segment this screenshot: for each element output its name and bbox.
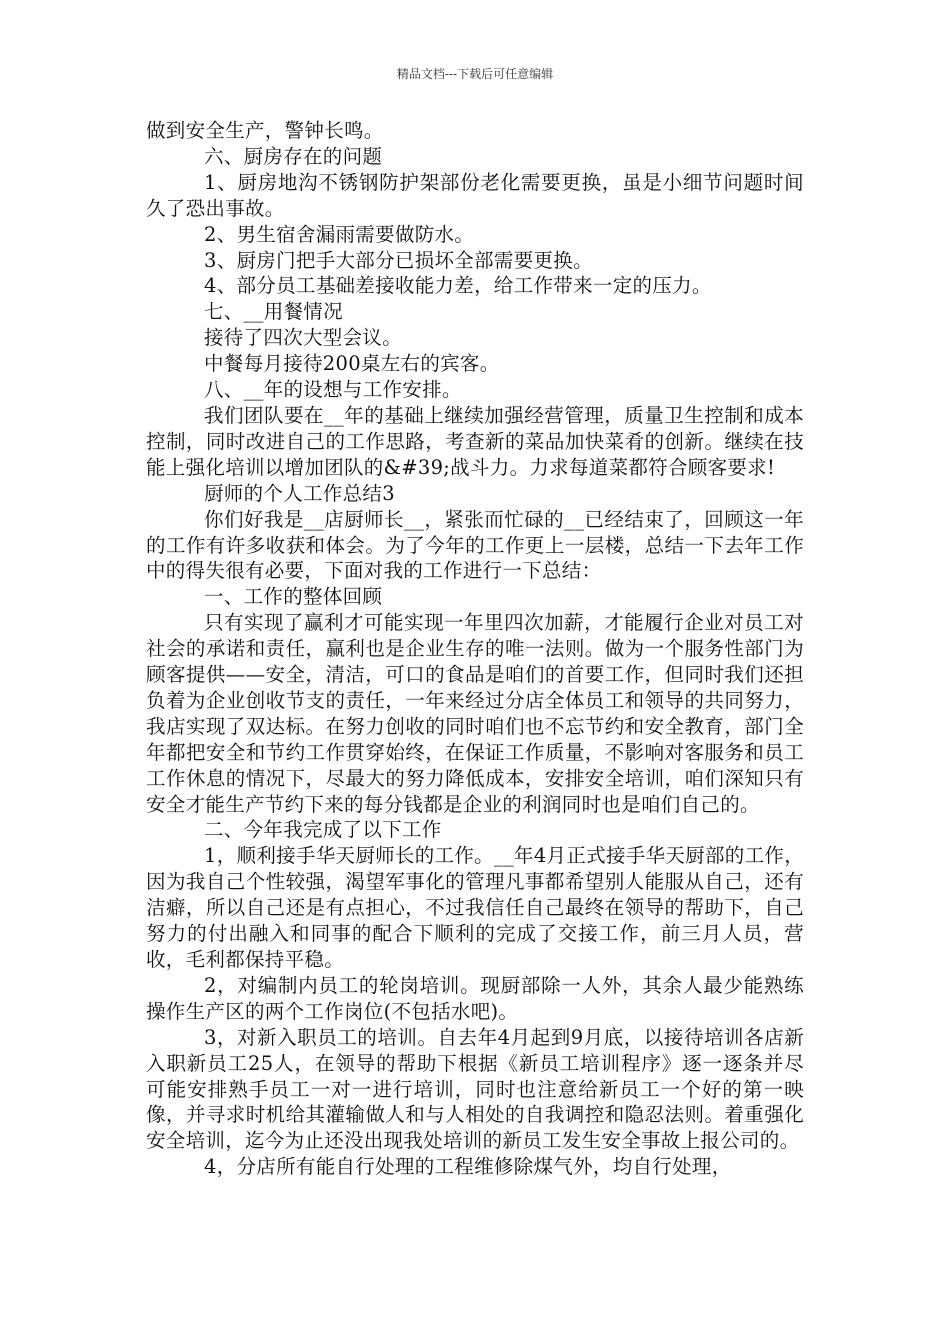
paragraph: 2，对编制内员工的轮岗培训。现厨部除一人外，其余人最少能熟练操作生产区的两个工作岗位(不包括水吧)。 xyxy=(146,973,804,1023)
paragraph: 你们好我是__店厨师长__，紧张而忙碌的__已经结束了，回顾这一年的工作有许多收获和体会。为了今年的工作更上一层楼，总结一下去年工作中的得失很有必要，下面对我的工作进行一下总结： xyxy=(146,507,804,583)
paragraph: 3，对新入职员工的培训。自去年4月起到9月底，以接待培训各店新入职新员工25人，在领导的帮助下根据《新员工培训程序》逐一逐条并尽可能安排熟手员工一对一进行培训，同时也注意给新员工一个好的第一映像，并寻求时机给其灌输做人和与人相处的自我调控和隐忍法则。着重强化安全培训，迄今为止还没出现我处培训的新员工发生安全事故上报公司的。 xyxy=(146,1025,804,1153)
paragraph: 1，顺利接手华天厨师长的工作。__年4月正式接手华天厨部的工作，因为我自己个性较强，渴望军事化的管理凡事都希望别人能服从自己，还有洁癖，所以自己还是有点担心，不过我信任自己最终在领导的帮助下，自己努力的付出融入和同事的配合下顺利的完成了交接工作，前三月人员，营收，毛利都保持平稳。 xyxy=(146,844,804,971)
paragraph: 4，分店所有能自行处理的工程维修除煤气外，均自行处理， xyxy=(204,1155,732,1179)
paragraph: 接待了四次大型会议。 xyxy=(204,326,403,350)
paragraph: 我们团队要在__年的基础上继续加强经营管理，质量卫生控制和成本控制，同时改进自己的工作思路，考查新的菜品加快菜肴的创新。继续在技能上强化培训以增加团队的&#39;战斗力。力求每道菜都符合顾客要求! xyxy=(146,403,804,479)
paragraph: 一、工作的整体回顾 xyxy=(204,585,383,609)
page-header: 精品文档---下载后可任意编辑 xyxy=(396,67,554,81)
paragraph: 1、厨房地沟不锈钢防护架部份老化需要更换，虽是小细节问题时间久了恐出事故。 xyxy=(146,170,804,220)
paragraph: 只有实现了赢利才可能实现一年里四次加薪，才能履行企业对员工对社会的承诺和责任，赢利也是企业生存的唯一法则。做为一个服务性部门为顾客提供——安全，清洁，可口的食品是咱们的首要工作，但同时我们还担负着为企业创收节支的责任，一年来经过分店全体员工和领导的共同努力，我店实现了双达标。在努力创收的同时咱们也不忘节约和安全教育，部门全年都把安全和节约工作贯穿始终，在保证工作质量，不影响对客服务和员工工作休息的情况下，尽最大的努力降低成本，安排安全培训，咱们深知只有安全才能生产节约下来的每分钱都是企业的利润同时也是咱们自己的。 xyxy=(146,611,804,816)
paragraph: 2、男生宿舍漏雨需要做防水。 xyxy=(204,222,475,246)
paragraph: 4、部分员工基础差接收能力差，给工作带来一定的压力。 xyxy=(204,274,712,298)
paragraph: 厨师的个人工作总结3 xyxy=(204,481,395,505)
paragraph: 中餐每月接待200桌左右的宾客。 xyxy=(204,352,500,376)
paragraph: 六、厨房存在的问题 xyxy=(204,144,383,168)
paragraph: 3、厨房门把手大部分已损坏全部需要更换。 xyxy=(204,248,593,272)
paragraph: 二、今年我完成了以下工作 xyxy=(204,818,442,842)
paragraph: 七、__用餐情况 xyxy=(204,300,343,324)
paragraph: 做到安全生产，警钟长鸣。 xyxy=(146,119,384,142)
document-body xyxy=(146,118,804,1180)
paragraph: 八、__年的设想与工作安排。 xyxy=(204,378,462,402)
